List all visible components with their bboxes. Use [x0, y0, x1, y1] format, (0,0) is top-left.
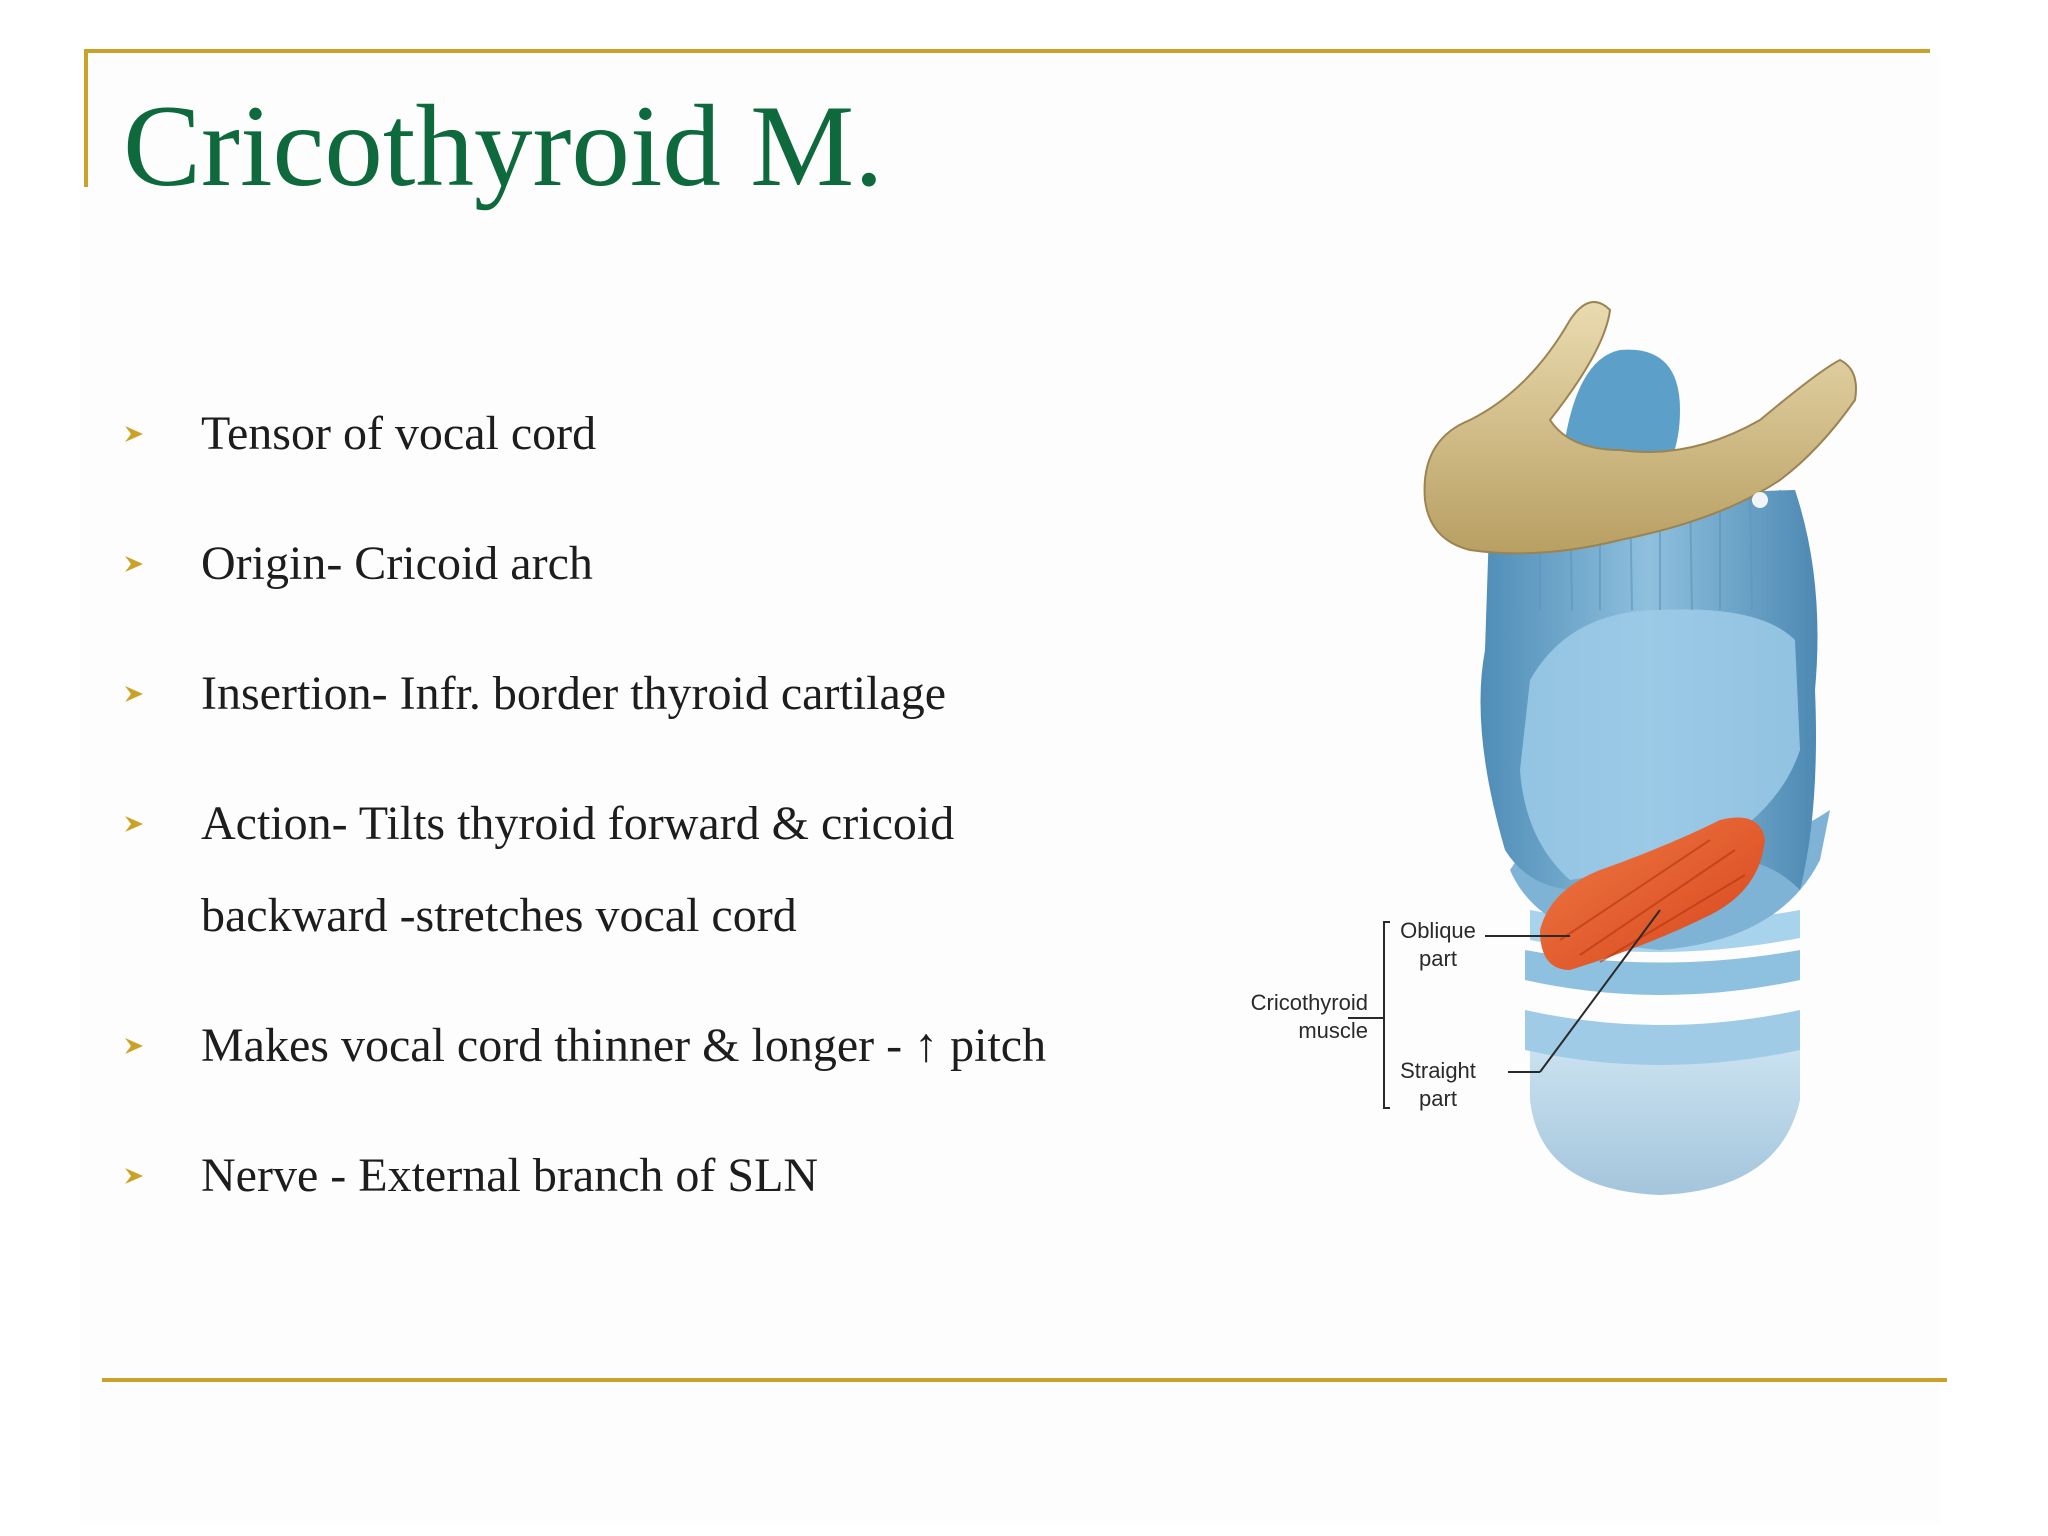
arrowhead-bullet-icon: [123, 648, 149, 740]
bullet-text: Action- Tilts thyroid forward & cricoid backward -stretches vocal cord: [201, 797, 955, 942]
left-rule: [84, 49, 88, 187]
bottom-rule: [102, 1378, 1947, 1382]
arrowhead-bullet-icon: [123, 388, 149, 480]
label-oblique: Oblique: [1400, 918, 1476, 943]
bullet-item: [123, 648, 1123, 740]
label-muscle: muscle: [1298, 1018, 1368, 1043]
larynx-illustration: [1240, 250, 1880, 1210]
label-straight: Straight: [1400, 1058, 1476, 1083]
arrowhead-bullet-icon: [123, 518, 149, 610]
bullet-text: Origin- Cricoid arch: [201, 537, 593, 590]
bullet-item: [123, 778, 1123, 962]
bullet-list: [123, 388, 1123, 1260]
arrowhead-bullet-icon: [123, 1000, 149, 1092]
bullet-text: Nerve - External branch of SLN: [201, 1149, 819, 1202]
top-rule: [84, 49, 1930, 53]
bullet-item: [123, 1000, 1123, 1092]
bullet-text: Tensor of vocal cord: [201, 407, 597, 460]
label-oblique-part: part: [1419, 946, 1457, 971]
arrowhead-bullet-icon: [123, 778, 149, 870]
slide-title: Cricothyroid M.: [123, 82, 884, 211]
bullet-item: [123, 388, 1123, 480]
label-cricothyroid: Cricothyroid: [1250, 990, 1368, 1015]
bullet-text: Makes vocal cord thinner & longer - ↑ pitch: [201, 1019, 1047, 1072]
bullet-item: [123, 518, 1123, 610]
bullet-text: Insertion- Infr. border thyroid cartilage: [201, 667, 947, 720]
bullet-item: [123, 1130, 1123, 1222]
label-straight-part: part: [1419, 1086, 1457, 1111]
arrowhead-bullet-icon: [123, 1130, 149, 1222]
